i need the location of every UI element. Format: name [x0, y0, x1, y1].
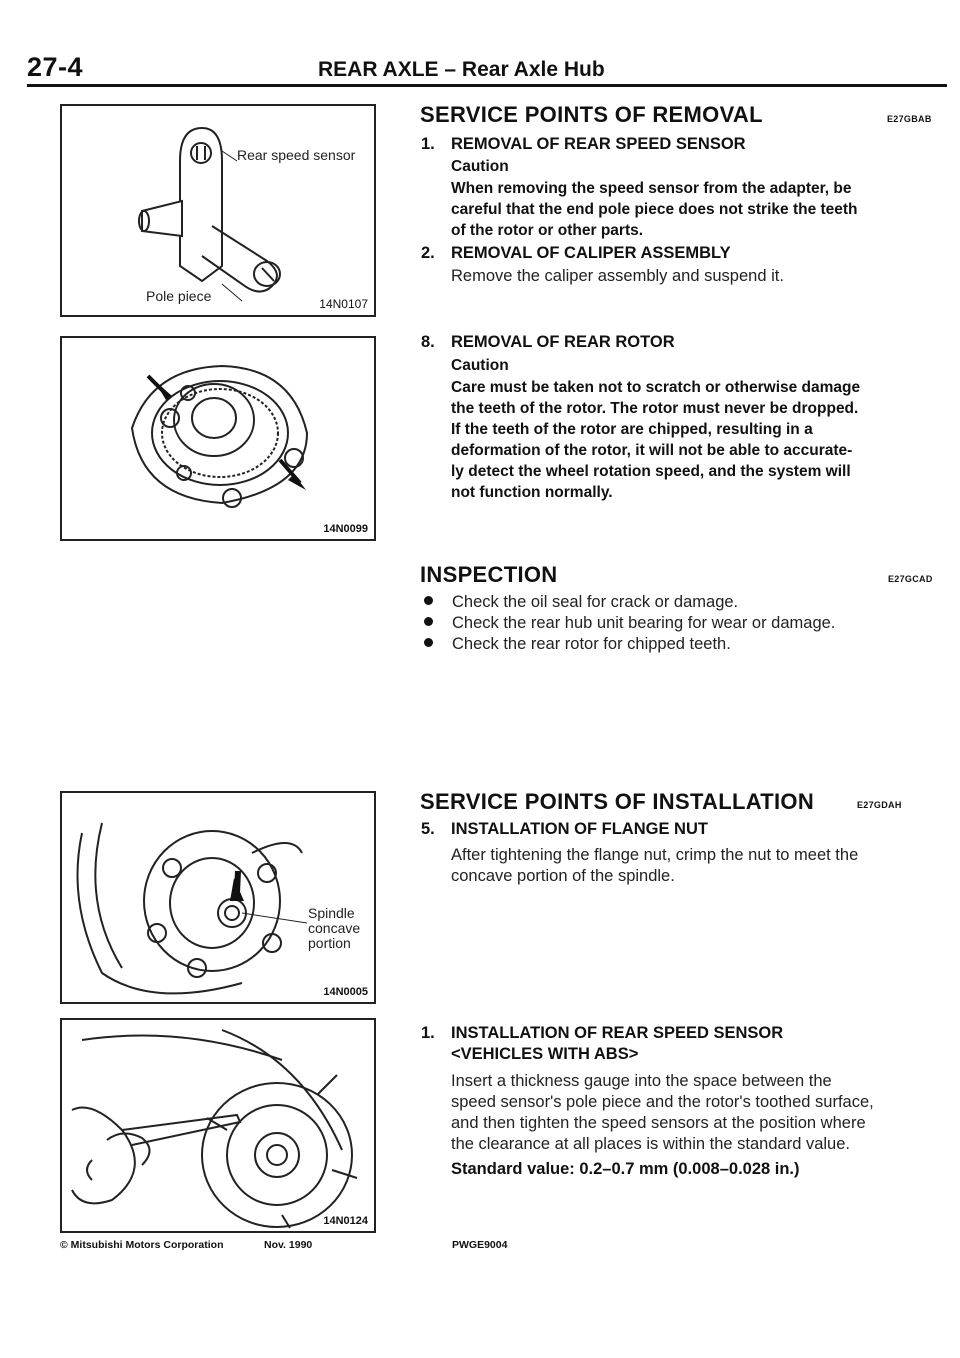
footer-doc-code: PWGE9004 — [452, 1239, 508, 1251]
caution-line: of the rotor or other parts. — [451, 222, 644, 239]
label-rear-speed-sensor: Rear speed sensor — [237, 147, 356, 163]
step-text: Insert a thickness gauge into the space between the — [451, 1072, 832, 1090]
thickness-gauge-illustration — [62, 1020, 374, 1231]
step-number: 1. — [421, 1024, 435, 1042]
caution-line: not function normally. — [451, 484, 613, 501]
inspection-item: Check the rear hub unit bearing for wear or damage. — [424, 614, 835, 633]
step-text: After tightening the flange nut, crimp the nut to meet the — [451, 846, 859, 864]
bullet-icon — [424, 638, 433, 647]
caution-line: careful that the end pole piece does not strike the teeth — [451, 201, 858, 218]
caution-line: deformation of the rotor, it will not be able to accurate- — [451, 442, 853, 459]
figure-rear-rotor — [60, 336, 376, 541]
footer-copyright: © Mitsubishi Motors Corporation — [60, 1239, 224, 1251]
step-number: 2. — [421, 244, 435, 262]
section-heading-installation: SERVICE POINTS OF INSTALLATION — [420, 789, 815, 814]
figure-speed-sensor — [60, 104, 376, 317]
figure-flange-nut — [60, 791, 376, 1004]
flange-nut-illustration — [62, 793, 374, 1002]
header-rule — [27, 84, 947, 87]
figure-code: 14N0005 — [323, 986, 368, 998]
caution-label: Caution — [451, 357, 509, 374]
standard-value: Standard value: 0.2–0.7 mm (0.008–0.028 in.) — [451, 1160, 800, 1178]
figure-thickness-gauge — [60, 1018, 376, 1233]
rear-rotor-illustration — [62, 338, 374, 539]
step-text: concave portion of the spindle. — [451, 867, 675, 885]
page-number: 27-4 — [27, 52, 84, 82]
bullet-icon — [424, 596, 433, 605]
step-number: 1. — [421, 135, 435, 153]
section-heading-inspection: INSPECTION — [420, 562, 558, 587]
step-subtitle-abs: <VEHICLES WITH ABS> — [451, 1045, 639, 1063]
speed-sensor-illustration — [62, 106, 374, 315]
inspection-item: Check the rear rotor for chipped teeth. — [424, 635, 731, 654]
label-concave: concave — [308, 920, 361, 936]
section-code-installation: E27GDAH — [857, 800, 902, 810]
step-number: 5. — [421, 820, 435, 838]
caution-line: ly detect the wheel rotation speed, and the system will — [451, 463, 851, 480]
figure-code: 14N0124 — [323, 1215, 368, 1227]
label-pole-piece: Pole piece — [146, 288, 212, 304]
step-number: 8. — [421, 333, 435, 351]
label-portion: portion — [308, 935, 351, 951]
page-title: REAR AXLE – Rear Axle Hub — [318, 58, 605, 81]
step-text: and then tighten the speed sensors at the position where — [451, 1114, 866, 1132]
section-heading-removal: SERVICE POINTS OF REMOVAL — [420, 102, 763, 127]
caution-line: When removing the speed sensor from the adapter, be — [451, 180, 852, 197]
step-title-install-speed-sensor: INSTALLATION OF REAR SPEED SENSOR — [451, 1024, 784, 1042]
step-title-removal-rotor: REMOVAL OF REAR ROTOR — [451, 333, 675, 351]
bullet-icon — [424, 617, 433, 626]
step-title-removal-speed-sensor: REMOVAL OF REAR SPEED SENSOR — [451, 135, 746, 153]
caution-line: Care must be taken not to scratch or otherwise damage — [451, 379, 861, 396]
figure-code: 14N0099 — [323, 523, 368, 535]
section-code-inspection: E27GCAD — [888, 574, 933, 584]
step-text: speed sensor's pole piece and the rotor's toothed surface, — [451, 1093, 874, 1111]
figure-code: 14N0107 — [319, 297, 368, 311]
caution-line: the teeth of the rotor. The rotor must never be dropped. — [451, 400, 859, 417]
step-title-install-flange-nut: INSTALLATION OF FLANGE NUT — [451, 820, 708, 838]
step-text: Remove the caliper assembly and suspend it. — [451, 267, 784, 285]
footer-date: Nov. 1990 — [264, 1239, 313, 1251]
section-code-removal: E27GBAB — [887, 114, 932, 124]
label-spindle: Spindle — [308, 905, 355, 921]
caution-label: Caution — [451, 158, 509, 175]
step-text: the clearance at all places is within the standard value. — [451, 1135, 850, 1153]
step-title-removal-caliper: REMOVAL OF CALIPER ASSEMBLY — [451, 244, 731, 262]
inspection-item: Check the oil seal for crack or damage. — [424, 593, 738, 612]
caution-line: If the teeth of the rotor are chipped, resulting in a — [451, 421, 813, 438]
